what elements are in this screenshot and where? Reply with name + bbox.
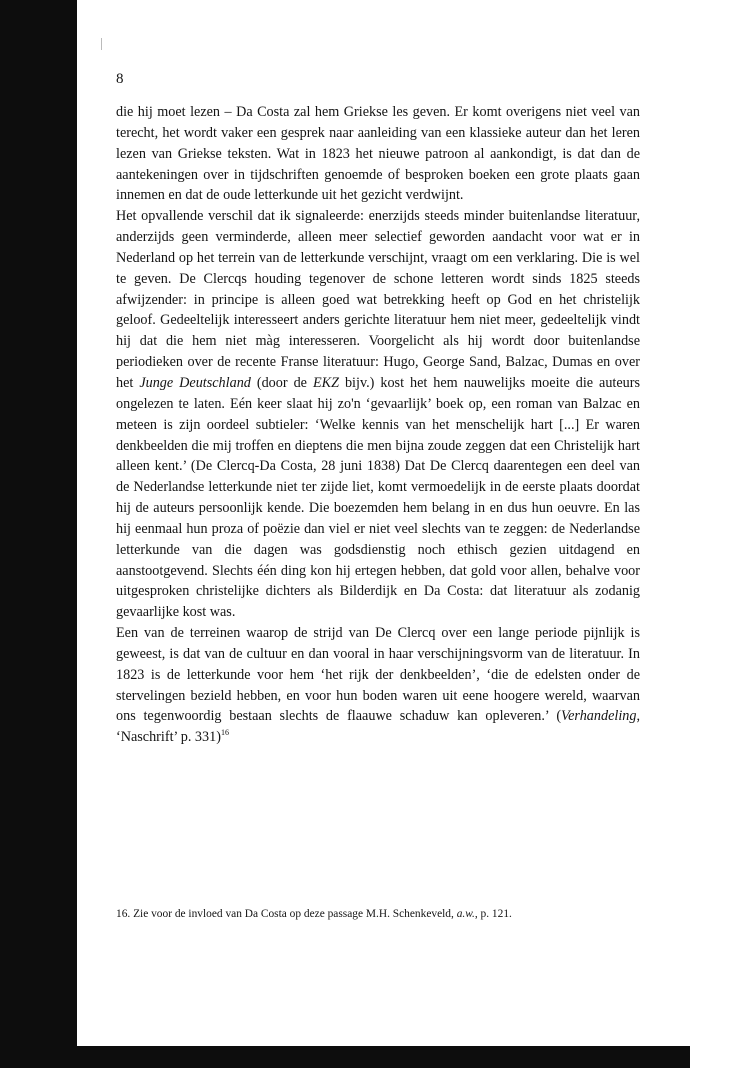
paragraph-3-text-b: , ‘Naschrift’ p. 331) bbox=[116, 708, 640, 746]
scan-artifact-mark bbox=[101, 38, 102, 50]
paragraph-2-text-c: bijv.) kost het hem nauwelijks moeite die auteurs ongelezen te laten. Eén keer slaat hij zo'n ‘gevaarlijk’ boek op, een roman van Balzac en meteen is zijn oordeel subtieler: ‘Welke kennis van het menschelijk hart [...] Er waren denkbeelden die mij troffen en dieptens die men bijna zoude zeggen dat een Christelijk hart alleen kent.’ (De Clercq-Da Costa, 28 juni 1838) Dat De Clercq daarentegen een deel van de Nederlandse letterkunde niet ter zijde liet, komt vermoedelijk in de eerste plaats doordat hij de auteurs persoonlijk kende. Die boezemden hem belang in en dus hun oeuvre. En las hij eenmaal hun proza of poëzie dan viel er niet veel slechts van te zeggen: de Nederlandse letterkunde van die dagen was godsdienstig noch ethisch gezien uitdagend en aanstootgevend. Slechts één ding kon hij ertegen hebben, dat gold voor allen, behalve voor uitgesproken christelijke dichters als Bilderdijk en Da Costa: dat literatuur als zodanig gevaarlijke kost was. bbox=[116, 374, 640, 621]
footnote-abbrev-aw: a.w. bbox=[456, 908, 475, 920]
title-verhandeling: Verhandeling bbox=[561, 708, 637, 725]
footnote-reference-16: 16 bbox=[220, 728, 229, 738]
scan-border-bottom bbox=[77, 1046, 690, 1068]
paragraph-3-text-a: Een van de terreinen waarop de strijd van De Clercq over een lange periode pijnlijk is geweest, is dat van de cultuur en dan vooral in haar verschijningsvorm van de literatuur. In 1823 is de letterkunde voor hem ‘het rijk der denkbeelden’, ‘die de edelsten onder de stervelingen bezield hebben, en voor hun boden waren uit eene hoogere wereld, waarvan ons tegenwoordig bestaan slechts de flaauwe schaduw kan opleveren.’ ( bbox=[116, 625, 640, 725]
scan-border-left bbox=[0, 0, 77, 1068]
footnote-text-b: , p. 121. bbox=[474, 908, 512, 920]
abbrev-ekz: EKZ bbox=[312, 374, 339, 391]
paragraph-3 bbox=[116, 623, 640, 748]
body-text bbox=[116, 102, 640, 748]
title-junge-deutschland: Junge Deutschland bbox=[139, 374, 251, 391]
footnote-text-a: 16. Zie voor de invloed van Da Costa op deze passage M.H. Schenkeveld, bbox=[116, 908, 457, 920]
paragraph-1: die hij moet lezen – Da Costa zal hem Griekse les geven. Er komt overigens niet veel van terecht, het wordt vaker een gesprek naar aanleiding van een klassieke auteur dan het leren lezen van Griekse teksten. Wat in 1823 het nieuwe patroon al aankondigt, is dat dan de aantekeningen over in tijdschriften genoemde of besproken boeken een grote plaats gaan innemen en dat de oude letterkunde uit het gezicht verdwijnt. bbox=[116, 104, 640, 204]
footnote-16 bbox=[116, 907, 640, 921]
paragraph-2-text-a: Het opvallende verschil dat ik signaleerde: enerzijds steeds minder buitenlandse literatuur, anderzijds geen verminderde, alleen meer selectief geworden aandacht voor wat er in Nederland op het terrein van de letterkunde verschijnt, vraagt om een verklaring. Die is wel te geven. De Clercqs houding tegenover de schone letteren wordt sinds 1825 steeds afwijzender: in principe is alleen goed wat betrekking heeft op God en het christelijk geloof. Gedeeltelijk interesseert anders gerichte literatuur hem niet meer, gedeeltelijk vindt hij dat die hem niet màg interesseren. Voorgelicht als hij wordt door buitenlandse periodieken over de recente Franse literatuur: Hugo, George Sand, Balzac, Dumas en over het bbox=[116, 208, 640, 391]
paragraph-2 bbox=[116, 206, 640, 623]
paragraph-2-text-b: (door de bbox=[250, 374, 313, 391]
page-number: 8 bbox=[116, 71, 124, 87]
